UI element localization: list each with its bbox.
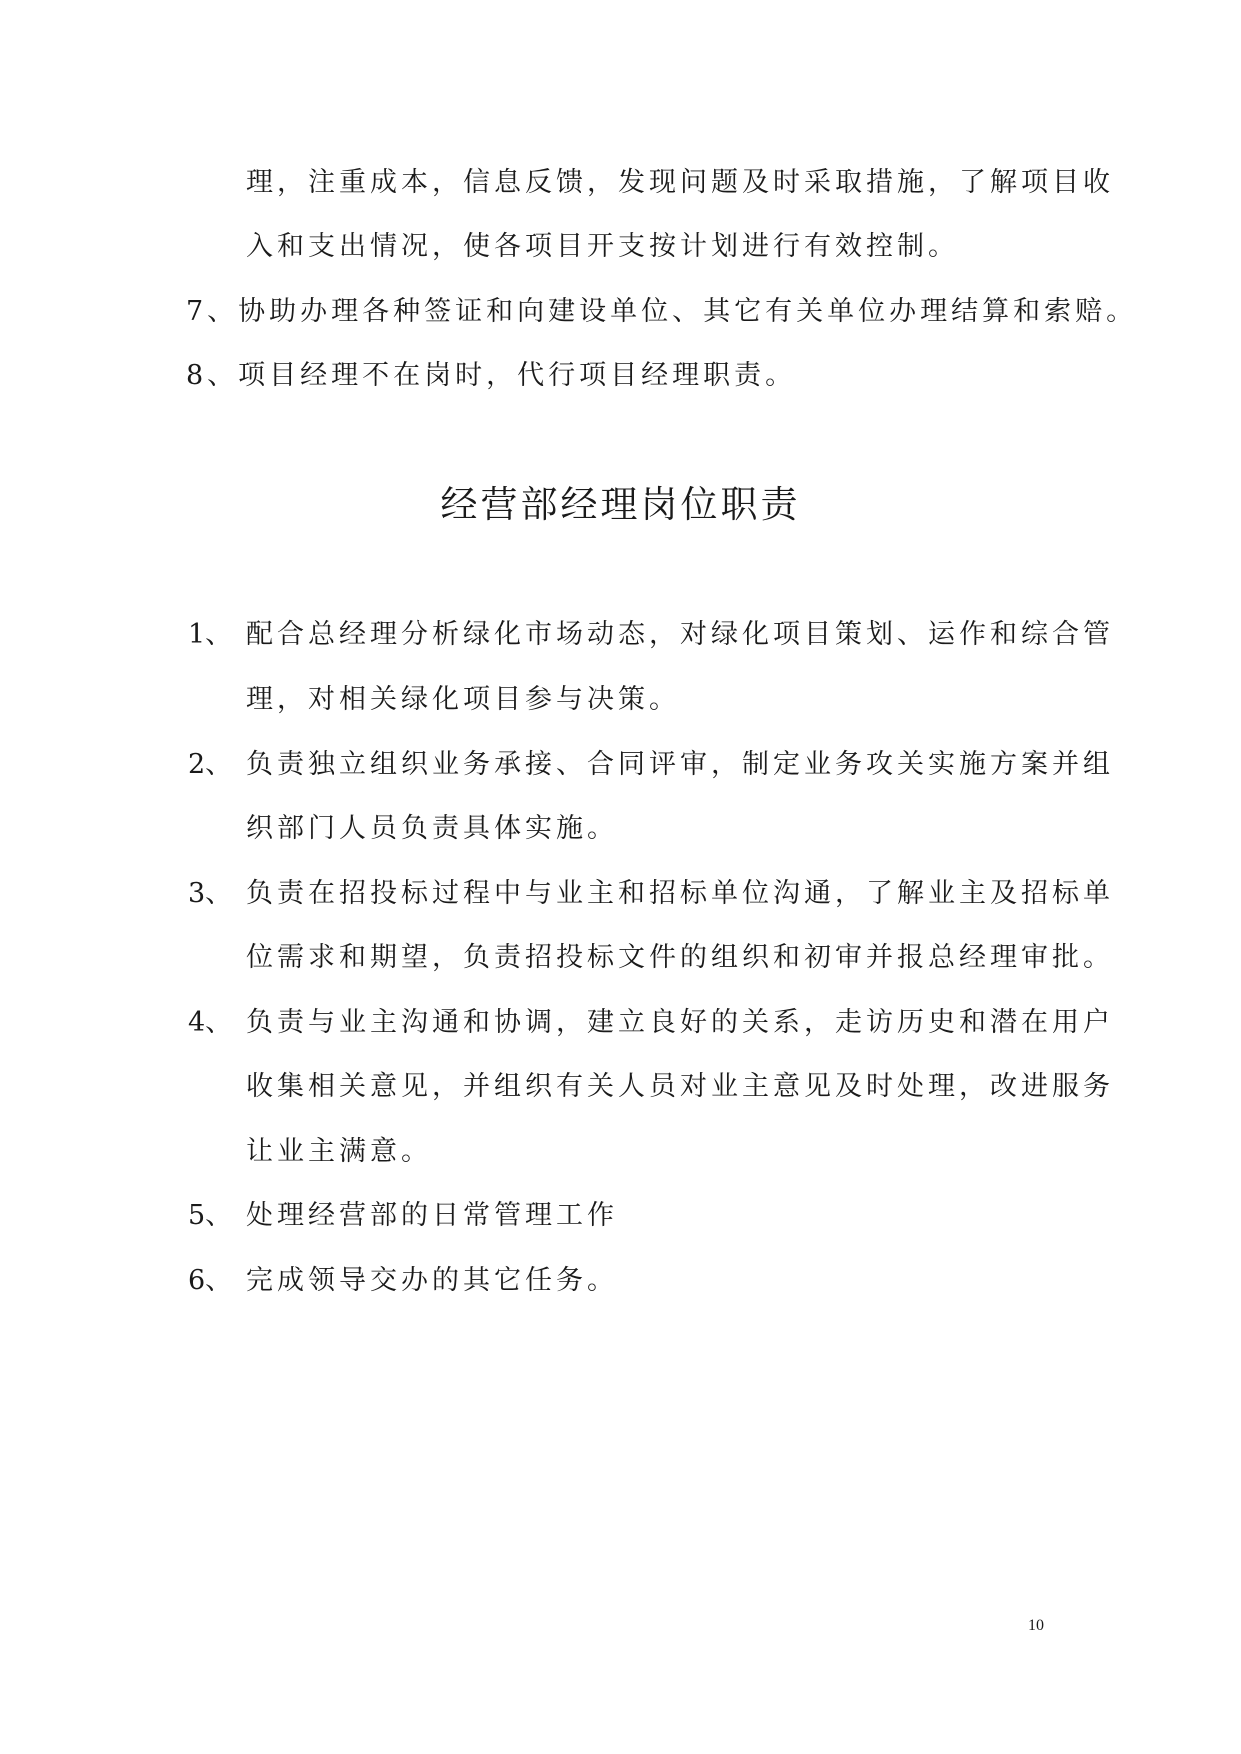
item-number-5: 5、 [188,1200,233,1231]
item-number-1: 1、 [188,619,233,650]
item-3-line-2: 位需求和期望，负责招投标文件的组织和初审并报总经理审批。 [246,942,1114,973]
item-2-line-2: 织部门人员负责具体实施。 [246,813,618,844]
item-number-3: 3、 [188,878,233,909]
prev-item-8: 8、项目经理不在岗时，代行项目经理职责。 [186,360,797,391]
section-title: 经营部经理岗位职责 [440,483,801,526]
continuation-line-1: 理，注重成本，信息反馈，发现问题及时采取措施，了解项目收 [246,167,1114,198]
item-number-6: 6、 [188,1265,233,1296]
item-2-line-1: 负责独立组织业务承接、合同评审，制定业务攻关实施方案并组 [246,749,1114,780]
item-1-line-1: 配合总经理分析绿化市场动态，对绿化项目策划、运作和综合管 [246,619,1114,650]
item-4-line-1: 负责与业主沟通和协调，建立良好的关系，走访历史和潜在用户 [246,1007,1114,1038]
item-4-line-3: 让业主满意。 [246,1136,432,1167]
continuation-line-2: 入和支出情况，使各项目开支按计划进行有效控制。 [246,231,959,262]
item-6-line-1: 完成领导交办的其它任务。 [246,1265,618,1296]
item-4-line-2: 收集相关意见，并组织有关人员对业主意见及时处理，改进服务 [246,1071,1114,1102]
prev-item-7: 7、协助办理各种签证和向建设单位、其它有关单位办理结算和索赔。 [186,296,1138,327]
item-3-line-1: 负责在招投标过程中与业主和招标单位沟通，了解业主及招标单 [246,878,1114,909]
item-number-4: 4、 [188,1007,233,1038]
item-number-2: 2、 [188,749,233,780]
item-1-line-2: 理，对相关绿化项目参与决策。 [246,684,680,715]
page-number: 10 [1028,1617,1044,1634]
item-5-line-1: 处理经营部的日常管理工作 [246,1200,618,1231]
